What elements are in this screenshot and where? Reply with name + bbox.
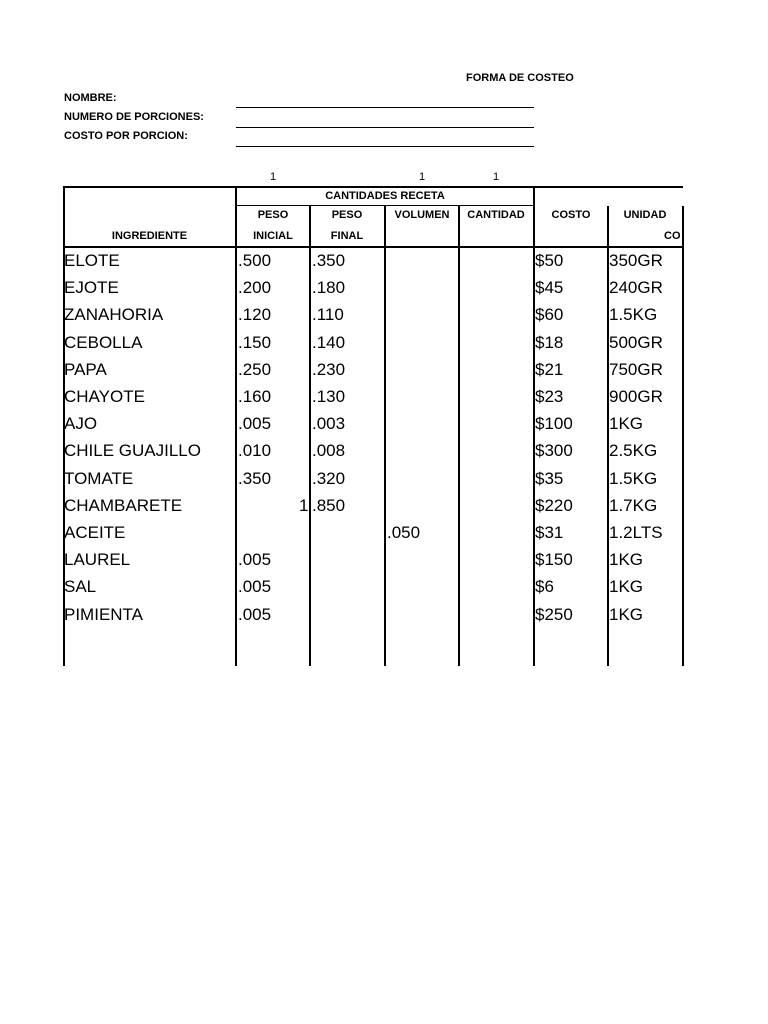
col-divider xyxy=(235,186,237,666)
header-cantidad: CANTIDAD xyxy=(467,209,525,221)
cell-unidad[interactable]: 1KG xyxy=(609,605,644,624)
cell-ingrediente[interactable]: ACEITE xyxy=(64,523,126,542)
cell-costo[interactable]: $35 xyxy=(535,469,564,488)
cell-ingrediente[interactable]: TOMATE xyxy=(64,469,134,488)
cell-peso-inicial[interactable]: .350 xyxy=(238,469,272,488)
header-peso-final-1: PESO xyxy=(331,209,363,221)
cell-ingrediente[interactable]: CHILE GUAJILLO xyxy=(64,441,201,460)
cell-unidad[interactable]: 2.5KG xyxy=(609,441,658,460)
header-ingrediente: INGREDIENTE xyxy=(111,230,188,242)
header-bottom-border xyxy=(63,246,683,248)
cell-unidad[interactable]: 1.7KG xyxy=(609,496,658,515)
cell-costo[interactable]: $250 xyxy=(535,605,573,624)
cell-costo[interactable]: $100 xyxy=(535,414,573,433)
field-label-numero-porciones: NUMERO DE PORCIONES: xyxy=(64,111,204,123)
col-divider xyxy=(682,206,684,666)
cell-costo[interactable]: $23 xyxy=(535,387,564,406)
cell-unidad[interactable]: 500GR xyxy=(609,333,663,352)
cell-unidad[interactable]: 1.5KG xyxy=(609,469,658,488)
cell-peso-inicial[interactable]: .150 xyxy=(238,333,272,352)
col-divider xyxy=(309,206,311,666)
cell-ingrediente[interactable]: CHAYOTE xyxy=(64,387,145,406)
col-divider xyxy=(458,206,460,666)
field-label-nombre: NOMBRE: xyxy=(64,92,117,104)
cell-unidad[interactable]: 1KG xyxy=(609,550,644,569)
cell-peso-final[interactable]: .320 xyxy=(312,469,346,488)
cell-costo[interactable]: $18 xyxy=(535,333,564,352)
cell-ingrediente[interactable]: ELOTE xyxy=(64,251,120,270)
cell-unidad[interactable]: 1KG xyxy=(609,414,644,433)
cell-peso-final[interactable]: .350 xyxy=(312,251,346,270)
cell-unidad[interactable]: 240GR xyxy=(609,278,663,297)
header-costo: COSTO xyxy=(551,209,591,221)
cell-peso-final[interactable]: .003 xyxy=(312,414,346,433)
cell-peso-final[interactable]: .230 xyxy=(312,360,346,379)
header-unidad: UNIDAD xyxy=(623,209,667,221)
table-top-border xyxy=(63,186,683,188)
col-divider xyxy=(607,206,609,666)
cell-peso-inicial[interactable]: .005 xyxy=(238,605,272,624)
cell-ingrediente[interactable]: SAL xyxy=(64,577,97,596)
cell-peso-inicial[interactable]: .010 xyxy=(238,441,272,460)
cell-peso-final[interactable]: .850 xyxy=(312,496,346,515)
cell-costo[interactable]: $50 xyxy=(535,251,564,270)
header-overflow-co: CO xyxy=(664,230,681,242)
cell-peso-final[interactable]: .130 xyxy=(312,387,346,406)
header-peso-inicial-1: PESO xyxy=(257,209,289,221)
cell-volumen[interactable]: .050 xyxy=(387,523,421,542)
form-title: FORMA DE COSTEO xyxy=(466,72,574,84)
cell-peso-inicial[interactable]: .005 xyxy=(238,577,272,596)
cell-ingrediente[interactable]: ZANAHORIA xyxy=(64,305,164,324)
col-divider xyxy=(384,206,386,666)
cell-costo[interactable]: $21 xyxy=(535,360,564,379)
cell-unidad[interactable]: 900GR xyxy=(609,387,663,406)
cell-unidad[interactable]: 1.5KG xyxy=(609,305,658,324)
cell-peso-final[interactable]: .008 xyxy=(312,441,346,460)
cell-costo[interactable]: $300 xyxy=(535,441,573,460)
field-label-costo-porcion: COSTO POR PORCION: xyxy=(64,130,188,142)
header-peso-inicial-2: INICIAL xyxy=(253,230,293,242)
cell-ingrediente[interactable]: LAUREL xyxy=(64,550,131,569)
cell-ingrediente[interactable]: PAPA xyxy=(64,360,107,379)
cell-costo[interactable]: $31 xyxy=(535,523,564,542)
header-peso-final-2: FINAL xyxy=(330,230,364,242)
cell-costo[interactable]: $150 xyxy=(535,550,573,569)
cell-ingrediente[interactable]: EJOTE xyxy=(64,278,119,297)
cell-ingrediente[interactable]: CHAMBARETE xyxy=(64,496,183,515)
cell-unidad[interactable]: 1.2LTS xyxy=(609,523,663,542)
cell-peso-inicial[interactable]: .005 xyxy=(238,550,272,569)
cell-peso-inicial[interactable]: .120 xyxy=(238,305,272,324)
cell-peso-inicial[interactable]: .005 xyxy=(238,414,272,433)
cell-ingrediente[interactable]: CEBOLLA xyxy=(64,333,143,352)
cell-unidad[interactable]: 350GR xyxy=(609,251,663,270)
header-volumen: VOLUMEN xyxy=(394,209,450,221)
column-marker: 1 xyxy=(493,171,500,183)
cell-peso-final[interactable]: .180 xyxy=(312,278,346,297)
cell-peso-inicial[interactable]: .250 xyxy=(238,360,272,379)
cell-peso-final[interactable]: .140 xyxy=(312,333,346,352)
cell-peso-inicial[interactable]: .200 xyxy=(238,278,272,297)
cell-ingrediente[interactable]: AJO xyxy=(64,414,98,433)
cell-peso-inicial[interactable]: .160 xyxy=(238,387,272,406)
cell-costo[interactable]: $45 xyxy=(535,278,564,297)
column-marker: 1 xyxy=(270,171,277,183)
cell-peso-final[interactable]: .110 xyxy=(312,305,344,324)
cell-costo[interactable]: $220 xyxy=(535,496,573,515)
column-marker: 1 xyxy=(419,171,426,183)
cell-unidad[interactable]: 1KG xyxy=(609,577,644,596)
cell-costo[interactable]: $60 xyxy=(535,305,564,324)
cell-costo[interactable]: $6 xyxy=(535,577,554,596)
cell-peso-inicial[interactable]: 1 xyxy=(299,496,309,515)
group-header-cantidades: CANTIDADES RECETA xyxy=(325,190,445,202)
cell-peso-inicial[interactable]: .500 xyxy=(238,251,272,270)
cell-ingrediente[interactable]: PIMIENTA xyxy=(64,605,144,624)
cell-unidad[interactable]: 750GR xyxy=(609,360,663,379)
